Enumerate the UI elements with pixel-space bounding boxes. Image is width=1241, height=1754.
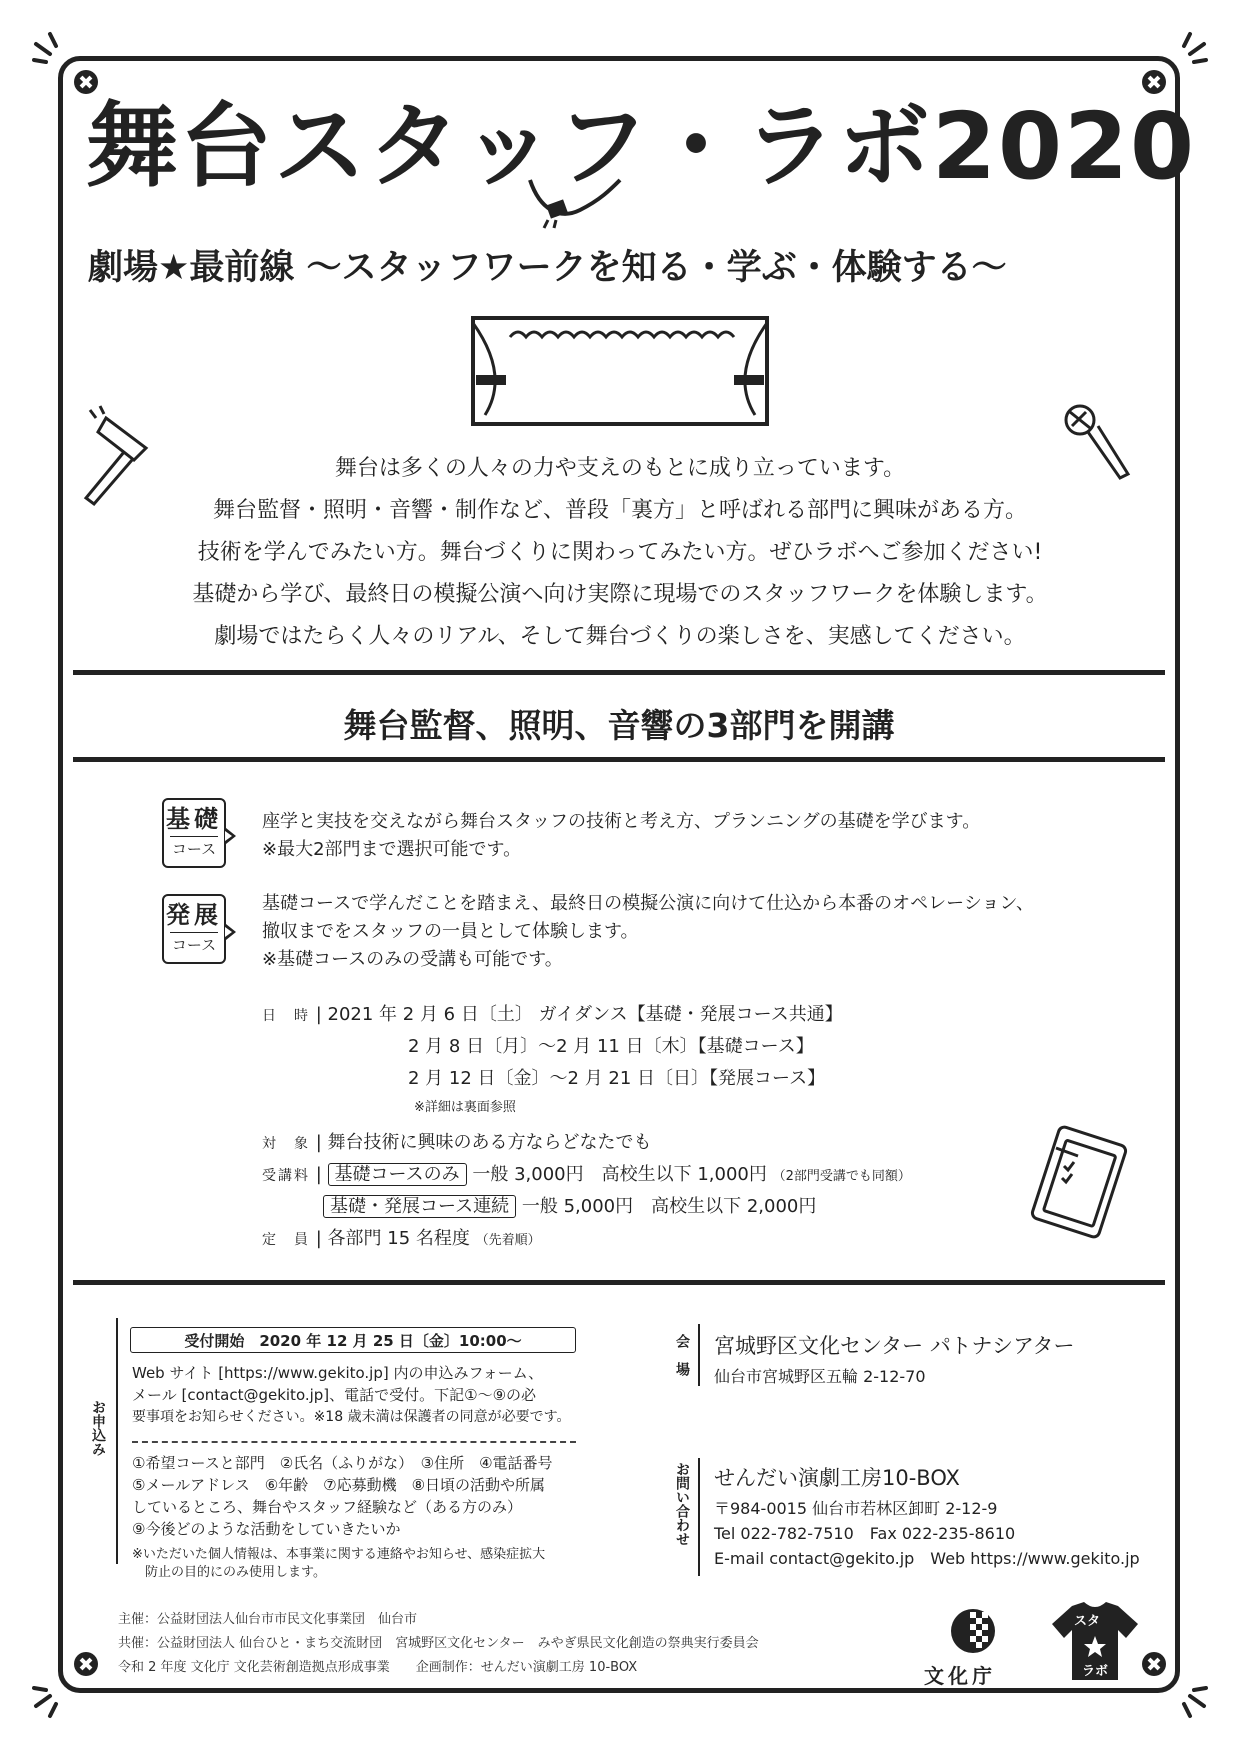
fee-label: 受講料 [262, 1168, 310, 1184]
contact-line: E-mail contact@gekito.jp Web https://www.gekito.jp [714, 1549, 1140, 1568]
course-line: 基礎コースで学んだことを踏まえ、最終日の模擬公演に向けて仕込から本番のオペレーション、 [262, 893, 1035, 914]
venue-name: 宮城野区文化センター パトナシアター [714, 1334, 1075, 1358]
badge-subtitle: コース [170, 932, 218, 957]
venue-address: 仙台市宮城野区五輪 2-12-70 [714, 1367, 926, 1386]
fee-price-combined: 一般 5,000円 高校生以下 2,000円 [521, 1196, 817, 1217]
course-line: 撤収までをスタッフの一員として体験します。 [262, 921, 639, 942]
dashed-divider [132, 1441, 576, 1443]
fee-note: （2部門受講でも同額） [772, 1169, 911, 1184]
contact-line: 〒984-0015 仙台市若林区卸町 2-12-9 [714, 1499, 998, 1518]
plug-icon [520, 170, 630, 230]
fee-course-combined: 基礎・発展コース連続 [323, 1195, 516, 1218]
badge-subtitle: コース [170, 836, 218, 861]
fee-course-basic: 基礎コースのみ [328, 1163, 467, 1186]
sparkle-icon [30, 30, 70, 70]
contact-details [714, 1496, 1140, 1571]
venue-label [672, 1334, 692, 1390]
apply-items [132, 1452, 553, 1540]
privacy-note [132, 1546, 545, 1582]
intro-line: 技術を学んでみたい方。舞台づくりに関わってみたい方。ぜひラボへご参加ください! [197, 540, 1043, 565]
privacy-line: ※いただいた個人情報は、本事業に関する連絡やお知らせ、感染症拡大 [132, 1547, 546, 1562]
venue-label-text: 会場 [674, 1334, 690, 1390]
contact-separator [698, 1458, 700, 1576]
corner-x-icon [1142, 1652, 1166, 1676]
intro-line: 劇場ではたらく人々のリアル、そして舞台づくりの楽しさを、実感してください。 [214, 624, 1026, 649]
datetime-advanced: 2 月 12 日〔金〕〜2 月 21 日〔日〕【発展コース】 [408, 1068, 826, 1089]
section-heading: 舞台監督、照明、音響の3部門を開講 [343, 706, 895, 745]
page-frame [58, 56, 1197, 1693]
apply-item: しているところ、舞台やスタッフ経験など（ある方のみ） [132, 1498, 523, 1516]
badge-title: 発展 [166, 901, 222, 929]
capacity-value: 各部門 15 名程度 [327, 1228, 470, 1249]
apply-item: ⑤メールアドレス ⑥年齢 ⑦応募動機 ⑧日頃の活動や所属 [132, 1476, 546, 1494]
intro-text [90, 448, 1150, 658]
intro-line: 舞台は多くの人々の力や支えのもとに成り立っています。 [334, 456, 906, 481]
datetime-row: 日 時 | 2021 年 2 月 6 日〔土〕 ガイダンス【基礎・発展コース共通】 [262, 1004, 843, 1025]
capacity-label: 定 員 [262, 1232, 310, 1248]
intro-line: 基礎から学び、最終日の模擬公演へ向け実際に現場でのスタッフワークを体験します。 [192, 582, 1048, 607]
divider [73, 1280, 1165, 1285]
fee-row-2 [323, 1192, 816, 1218]
corner-x-icon [74, 1652, 98, 1676]
corner-x-icon [1142, 70, 1166, 94]
apply-item: ①希望コースと部門 ②氏名（ふりがな） ③住所 ④電話番号 [132, 1454, 553, 1472]
credit-organizer: 主催：公益財団法人仙台市市民文化事業団 仙台市 [118, 1612, 418, 1627]
divider [73, 757, 1165, 762]
apply-start: 受付開始 2020 年 12 月 25 日〔金〕10:00〜 [130, 1327, 576, 1353]
target-value: 舞台技術に興味のある方ならどなたでも [327, 1132, 652, 1153]
apply-label [88, 1400, 108, 1456]
fee-row-1: 受講料 | 基礎コースのみ 一般 3,000円 高校生以下 1,000円 （2部門受講でも同額） [262, 1164, 911, 1185]
clipboard-icon [1026, 1120, 1136, 1250]
stage-curtain-icon [470, 315, 770, 427]
sparkle-icon [30, 1680, 70, 1720]
course-badge-advanced [162, 894, 226, 964]
venue-separator [698, 1324, 700, 1386]
sparkle-icon [1170, 1680, 1210, 1720]
tshirt-logo-top: スタ [1074, 1614, 1101, 1629]
contact-line: Tel 022-782-7510 Fax 022-235-8610 [714, 1524, 1016, 1543]
course-badge-basic [162, 798, 226, 868]
fee-price-basic: 一般 3,000円 高校生以下 1,000円 [472, 1164, 767, 1185]
page-subtitle: 劇場★最前線 〜スタッフワークを知る・学ぶ・体験する〜 [88, 248, 1007, 288]
corner-x-icon [74, 70, 98, 94]
bunkacho-logo-icon [948, 1606, 998, 1656]
target-label: 対 象 [262, 1136, 310, 1152]
sparkle-icon [1170, 30, 1210, 70]
apply-item: ⑨今後どのような活動をしていきたいか [132, 1520, 401, 1538]
apply-line: 要事項をお知らせください。※18 歳未満は保護者の同意が必要です。 [132, 1409, 571, 1425]
credit-cosponsor: 共催：公益財団法人 仙台ひと・まち交流財団 宮城野区文化センター みやぎ県民文化創造の祭典実行委員会 [118, 1636, 759, 1651]
datetime-label: 日 時 [262, 1008, 310, 1024]
intro-line: 舞台監督・照明・音響・制作など、普段「裏方」と呼ばれる部門に興味がある方。 [212, 498, 1027, 523]
badge-title: 基礎 [166, 805, 222, 833]
capacity-note: （先着順） [475, 1233, 541, 1248]
bunkacho-logo-text: 文化庁 [924, 1664, 996, 1688]
course-line: ※基礎コースのみの受講も可能です。 [262, 949, 563, 970]
capacity-row: 定 員 | 各部門 15 名程度 （先着順） [262, 1228, 541, 1249]
contact-label [672, 1462, 692, 1546]
apply-instructions [132, 1362, 570, 1428]
target-row: 対 象 | 舞台技術に興味のある方ならどなたでも [262, 1132, 652, 1153]
apply-separator [116, 1318, 118, 1564]
credit-program: 令和 2 年度 文化庁 文化芸術創造拠点形成事業 企画制作：せんだい演劇工房 10-BOX [118, 1660, 638, 1675]
datetime-note: ※詳細は裏面参照 [414, 1100, 516, 1115]
tshirt-logo-bottom: ラボ [1082, 1664, 1109, 1679]
page-title: 舞台スタッフ・ラボ2020 [86, 93, 1197, 200]
divider [73, 670, 1165, 675]
contact-label-text: お問い合わせ [674, 1462, 690, 1546]
apply-line: Web サイト [https://www.gekito.jp] 内の申込みフォーム、 [132, 1364, 544, 1382]
course-description-basic [262, 808, 980, 864]
privacy-line: 防止の目的にのみ使用します。 [132, 1565, 326, 1580]
datetime-basic: 2 月 8 日〔月〕〜2 月 11 日〔木〕【基礎コース】 [408, 1036, 814, 1057]
course-line: 座学と実技を交えながら舞台スタッフの技術と考え方、プランニングの基礎を学びます。 [262, 811, 981, 832]
apply-label-text: お申込み [90, 1400, 106, 1456]
apply-line: メール [contact@gekito.jp]、電話で受付。下記①〜⑨の必 [132, 1386, 537, 1404]
contact-name: せんだい演劇工房10-BOX [714, 1466, 960, 1490]
datetime-value: 2021 年 2 月 6 日〔土〕 ガイダンス【基礎・発展コース共通】 [327, 1004, 843, 1025]
course-description-advanced [262, 890, 1034, 974]
course-line: ※最大2部門まで選択可能です。 [262, 839, 522, 860]
